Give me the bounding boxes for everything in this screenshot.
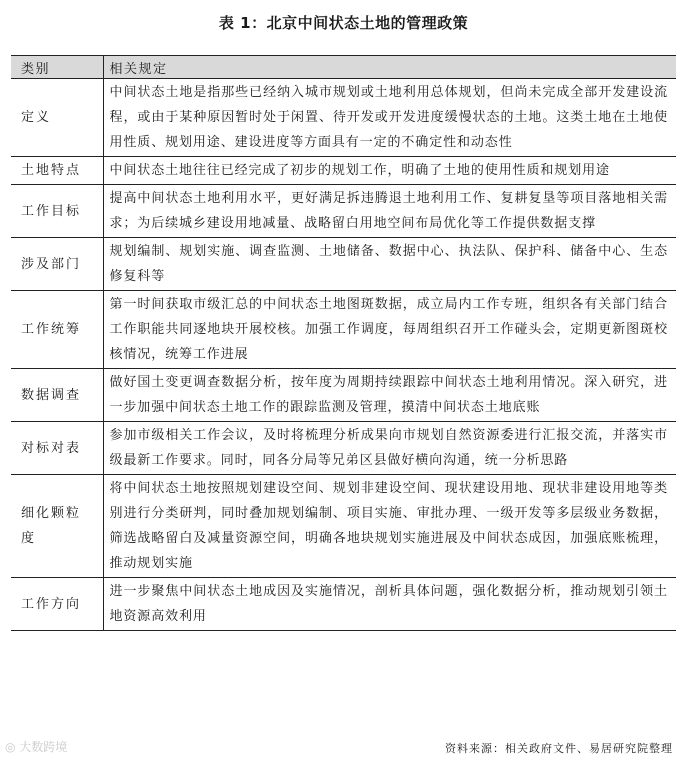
watermark-text: 大数跨境 (19, 740, 68, 754)
table-row (11, 185, 676, 238)
source-note: 资料来源：相关政府文件、易居研究院整理 (445, 742, 673, 755)
table-row (11, 422, 676, 475)
header-category: 类别 (11, 56, 103, 79)
table-row (11, 157, 676, 185)
table-header-row (11, 56, 676, 79)
row-text: 提高中间状态土地利用水平，更好满足拆违腾退土地利用工作、复耕复垦等项目落地相关需求；为后续城乡建设用地减量、战略留白用地空间布局优化等工作提供数据支撑 (103, 185, 676, 238)
row-category: 土地特点 (11, 157, 103, 185)
table-row (11, 578, 676, 631)
table-row (11, 238, 676, 291)
row-text: 第一时间获取市级汇总的中间状态土地图斑数据，成立局内工作专班，组织各有关部门结合工作职能共同逐地块开展校核。加强工作调度，每周组织召开工作碰头会，定期更新图斑校核情况，统筹工作进展 (103, 291, 676, 369)
table-row (11, 291, 676, 369)
table-title: 表 1：北京中间状态土地的管理政策 (218, 14, 469, 32)
table-row (11, 475, 676, 578)
policy-table (11, 55, 676, 631)
row-category: 数据调查 (11, 369, 103, 422)
row-category: 涉及部门 (11, 238, 103, 291)
row-text: 参加市级相关工作会议，及时将梳理分析成果向市规划自然资源委进行汇报交流，并落实市级最新工作要求。同时，同各分局等兄弟区县做好横向沟通，统一分析思路 (103, 422, 676, 475)
table-row (11, 369, 676, 422)
watermark (5, 738, 67, 755)
row-text: 将中间状态土地按照规划建设空间、规划非建设空间、现状建设用地、现状非建设用地等类别进行分类研判，同时叠加规划编制、项目实施、审批办理、一级开发等多层级业务数据，筛选战略留白及减量资源空间，明确各地块规划实施进展及中间状态成因，加强底账梳理，推动规划实施 (103, 475, 676, 578)
row-category: 定义 (11, 79, 103, 157)
row-category: 对标对表 (11, 422, 103, 475)
header-rule: 相关规定 (103, 56, 676, 79)
row-category: 工作目标 (11, 185, 103, 238)
watermark-logo-icon: ◎ (5, 740, 20, 754)
table-row (11, 79, 676, 157)
row-text: 进一步聚焦中间状态土地成因及实施情况，剖析具体问题，强化数据分析，推动规划引领土地资源高效利用 (103, 578, 676, 631)
row-category: 工作方向 (11, 578, 103, 631)
row-category: 工作统筹 (11, 291, 103, 369)
row-text: 中间状态土地往往已经完成了初步的规划工作，明确了土地的使用性质和规划用途 (103, 157, 676, 185)
row-text: 做好国土变更调查数据分析，按年度为周期持续跟踪中间状态土地利用情况。深入研究，进一步加强中间状态土地工作的跟踪监测及管理，摸清中间状态土地底账 (103, 369, 676, 422)
row-text: 中间状态土地是指那些已经纳入城市规划或土地利用总体规划，但尚未完成全部开发建设流程，或由于某种原因暂时处于闲置、待开发或开发进度缓慢状态的土地。这类土地在土地使用性质、规划用途、建设进度等方面具有一定的不确定性和动态性 (103, 79, 676, 157)
row-category: 细化颗粒度 (11, 475, 103, 578)
row-text: 规划编制、规划实施、调查监测、土地储备、数据中心、执法队、保护科、储备中心、生态修复科等 (103, 238, 676, 291)
